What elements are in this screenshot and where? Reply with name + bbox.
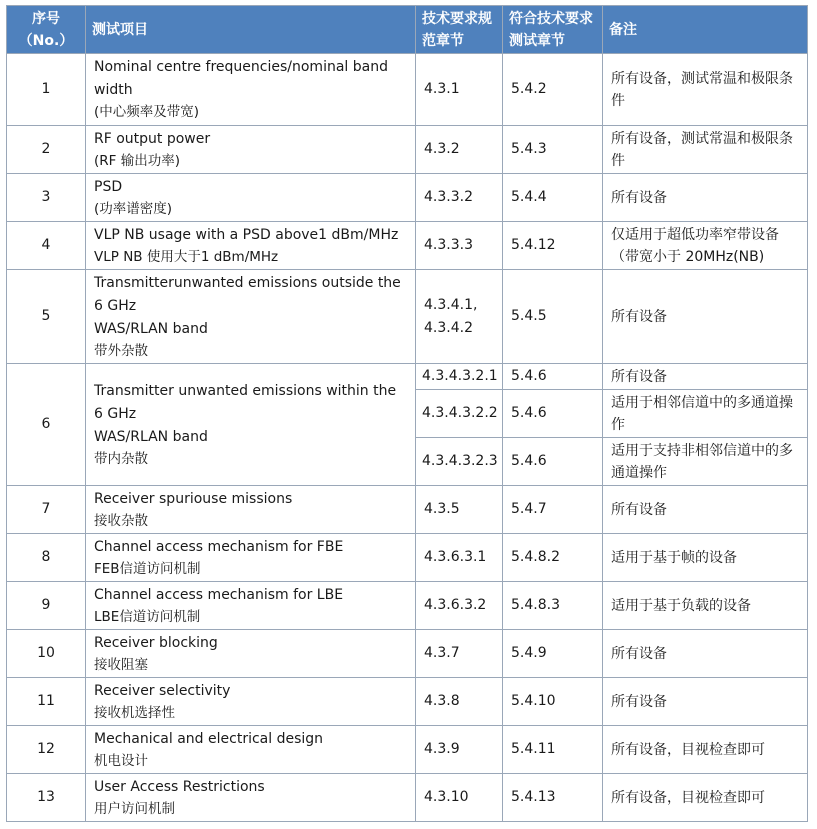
item-en: VLP NB usage with a PSD above1 dBm/MHz	[94, 226, 399, 243]
test-item	[86, 486, 416, 534]
test-clause: 5.4.6	[503, 438, 603, 486]
item-en: Receiver blocking	[94, 634, 218, 651]
remark: 所有设备	[603, 364, 808, 390]
row-number: 12	[7, 726, 86, 774]
test-item	[86, 364, 416, 486]
req-clause: 4.3.10	[416, 774, 503, 822]
test-item	[86, 174, 416, 222]
remark: 所有设备	[603, 486, 808, 534]
remark: 所有设备，目视检查即可	[603, 726, 808, 774]
row-number: 9	[7, 582, 86, 630]
row-number: 11	[7, 678, 86, 726]
test-clause: 5.4.9	[503, 630, 603, 678]
req-clause: 4.3.4.3.2.3	[416, 438, 503, 486]
req-clause: 4.3.1	[416, 54, 503, 126]
remark: 适用于基于负载的设备	[603, 582, 808, 630]
item-en: Nominal centre frequencies/nominal band width	[94, 59, 388, 98]
test-item	[86, 630, 416, 678]
req-clause: 4.3.4.1, 4.3.4.2	[416, 270, 503, 364]
test-item	[86, 270, 416, 364]
req-clause: 4.3.4.3.2.2	[416, 390, 503, 438]
test-item	[86, 534, 416, 582]
item-en: User Access Restrictions	[94, 778, 265, 795]
item-zh: 机电设计	[94, 752, 148, 769]
remark: 适用于支持非相邻信道中的多通道操作	[603, 438, 808, 486]
test-item	[86, 726, 416, 774]
test-clause: 5.4.2	[503, 54, 603, 126]
table-row	[7, 630, 808, 678]
table-row	[7, 534, 808, 582]
item-zh: 接收阻塞	[94, 656, 148, 673]
req-clause: 4.3.5	[416, 486, 503, 534]
item-zh: 带内杂散	[94, 450, 148, 467]
test-item	[86, 582, 416, 630]
header-no: 序号（No.）	[7, 6, 86, 54]
header-test: 符合技术要求测试章节	[503, 6, 603, 54]
header-item: 测试项目	[86, 6, 416, 54]
remark: 适用于基于帧的设备	[603, 534, 808, 582]
test-item	[86, 678, 416, 726]
remark: 所有设备，测试常温和极限条件	[603, 126, 808, 174]
row-number: 3	[7, 174, 86, 222]
table-row	[7, 582, 808, 630]
row-number: 8	[7, 534, 86, 582]
header-req: 技术要求规范章节	[416, 6, 503, 54]
item-en-2: WAS/RLAN band	[94, 428, 208, 445]
item-zh: 接收杂散	[94, 512, 148, 529]
test-clause: 5.4.8.3	[503, 582, 603, 630]
test-clause: 5.4.6	[503, 364, 603, 390]
row-number: 10	[7, 630, 86, 678]
row-number: 13	[7, 774, 86, 822]
test-clause: 5.4.4	[503, 174, 603, 222]
item-zh: (中心频率及带宽)	[94, 104, 200, 120]
item-en: Channel access mechanism for FBE	[94, 538, 344, 555]
remark: 仅适用于超低功率窄带设备（带宽小于 20MHz(NB)	[603, 222, 808, 270]
table-row	[7, 364, 808, 390]
row-number: 7	[7, 486, 86, 534]
req-clause: 4.3.2	[416, 126, 503, 174]
table-row	[7, 54, 808, 126]
table-row	[7, 222, 808, 270]
req-clause: 4.3.6.3.1	[416, 534, 503, 582]
item-zh: 接收机选择性	[94, 704, 175, 721]
remark: 所有设备	[603, 174, 808, 222]
test-item	[86, 54, 416, 126]
item-en: Transmitterunwanted emissions outside the 6 GHz	[94, 274, 401, 314]
item-en-2: WAS/RLAN band	[94, 320, 208, 337]
req-clause: 4.3.9	[416, 726, 503, 774]
test-items-table	[6, 5, 808, 822]
test-clause: 5.4.7	[503, 486, 603, 534]
item-en: Receiver selectivity	[94, 682, 231, 699]
row-number: 4	[7, 222, 86, 270]
table-row	[7, 774, 808, 822]
table-row	[7, 486, 808, 534]
req-clause: 4.3.3.3	[416, 222, 503, 270]
item-en: Channel access mechanism for LBE	[94, 586, 344, 603]
req-clause: 4.3.8	[416, 678, 503, 726]
table-row	[7, 126, 808, 174]
req-clause: 4.3.3.2	[416, 174, 503, 222]
row-number: 1	[7, 54, 86, 126]
test-clause: 5.4.12	[503, 222, 603, 270]
test-clause: 5.4.3	[503, 126, 603, 174]
row-number: 2	[7, 126, 86, 174]
table-row	[7, 726, 808, 774]
item-zh: 用户访问机制	[94, 800, 175, 817]
row-number: 5	[7, 270, 86, 364]
remark: 所有设备	[603, 630, 808, 678]
remark: 所有设备，目视检查即可	[603, 774, 808, 822]
remark: 所有设备，测试常温和极限条件	[603, 54, 808, 126]
item-zh: (RF 输出功率)	[94, 152, 180, 169]
item-en: PSD	[94, 178, 123, 195]
item-zh: (功率谱密度)	[94, 200, 173, 217]
test-clause: 5.4.11	[503, 726, 603, 774]
table-row	[7, 174, 808, 222]
test-clause: 5.4.5	[503, 270, 603, 364]
test-clause: 5.4.10	[503, 678, 603, 726]
item-zh: LBE信道访问机制	[94, 608, 201, 625]
header-row	[7, 6, 808, 54]
item-en: Mechanical and electrical design	[94, 730, 324, 747]
remark: 所有设备	[603, 678, 808, 726]
item-en: RF output power	[94, 130, 211, 147]
req-clause: 4.3.6.3.2	[416, 582, 503, 630]
test-item	[86, 126, 416, 174]
item-en: Transmitter unwanted emissions within the 6 GHz	[94, 382, 397, 422]
item-zh: 带外杂散	[94, 342, 148, 359]
req-clause: 4.3.7	[416, 630, 503, 678]
item-zh: VLP NB 使用大于1 dBm/MHz	[94, 248, 279, 265]
item-zh: FEB信道访问机制	[94, 560, 201, 577]
table-row	[7, 678, 808, 726]
remark: 所有设备	[603, 270, 808, 364]
test-clause: 5.4.13	[503, 774, 603, 822]
remark: 适用于相邻信道中的多通道操作	[603, 390, 808, 438]
row-number: 6	[7, 364, 86, 486]
test-clause: 5.4.8.2	[503, 534, 603, 582]
table-row	[7, 270, 808, 364]
test-item	[86, 774, 416, 822]
test-clause: 5.4.6	[503, 390, 603, 438]
test-item	[86, 222, 416, 270]
req-clause: 4.3.4.3.2.1	[416, 364, 503, 390]
header-remark: 备注	[603, 6, 808, 54]
item-en: Receiver spuriouse missions	[94, 490, 293, 507]
